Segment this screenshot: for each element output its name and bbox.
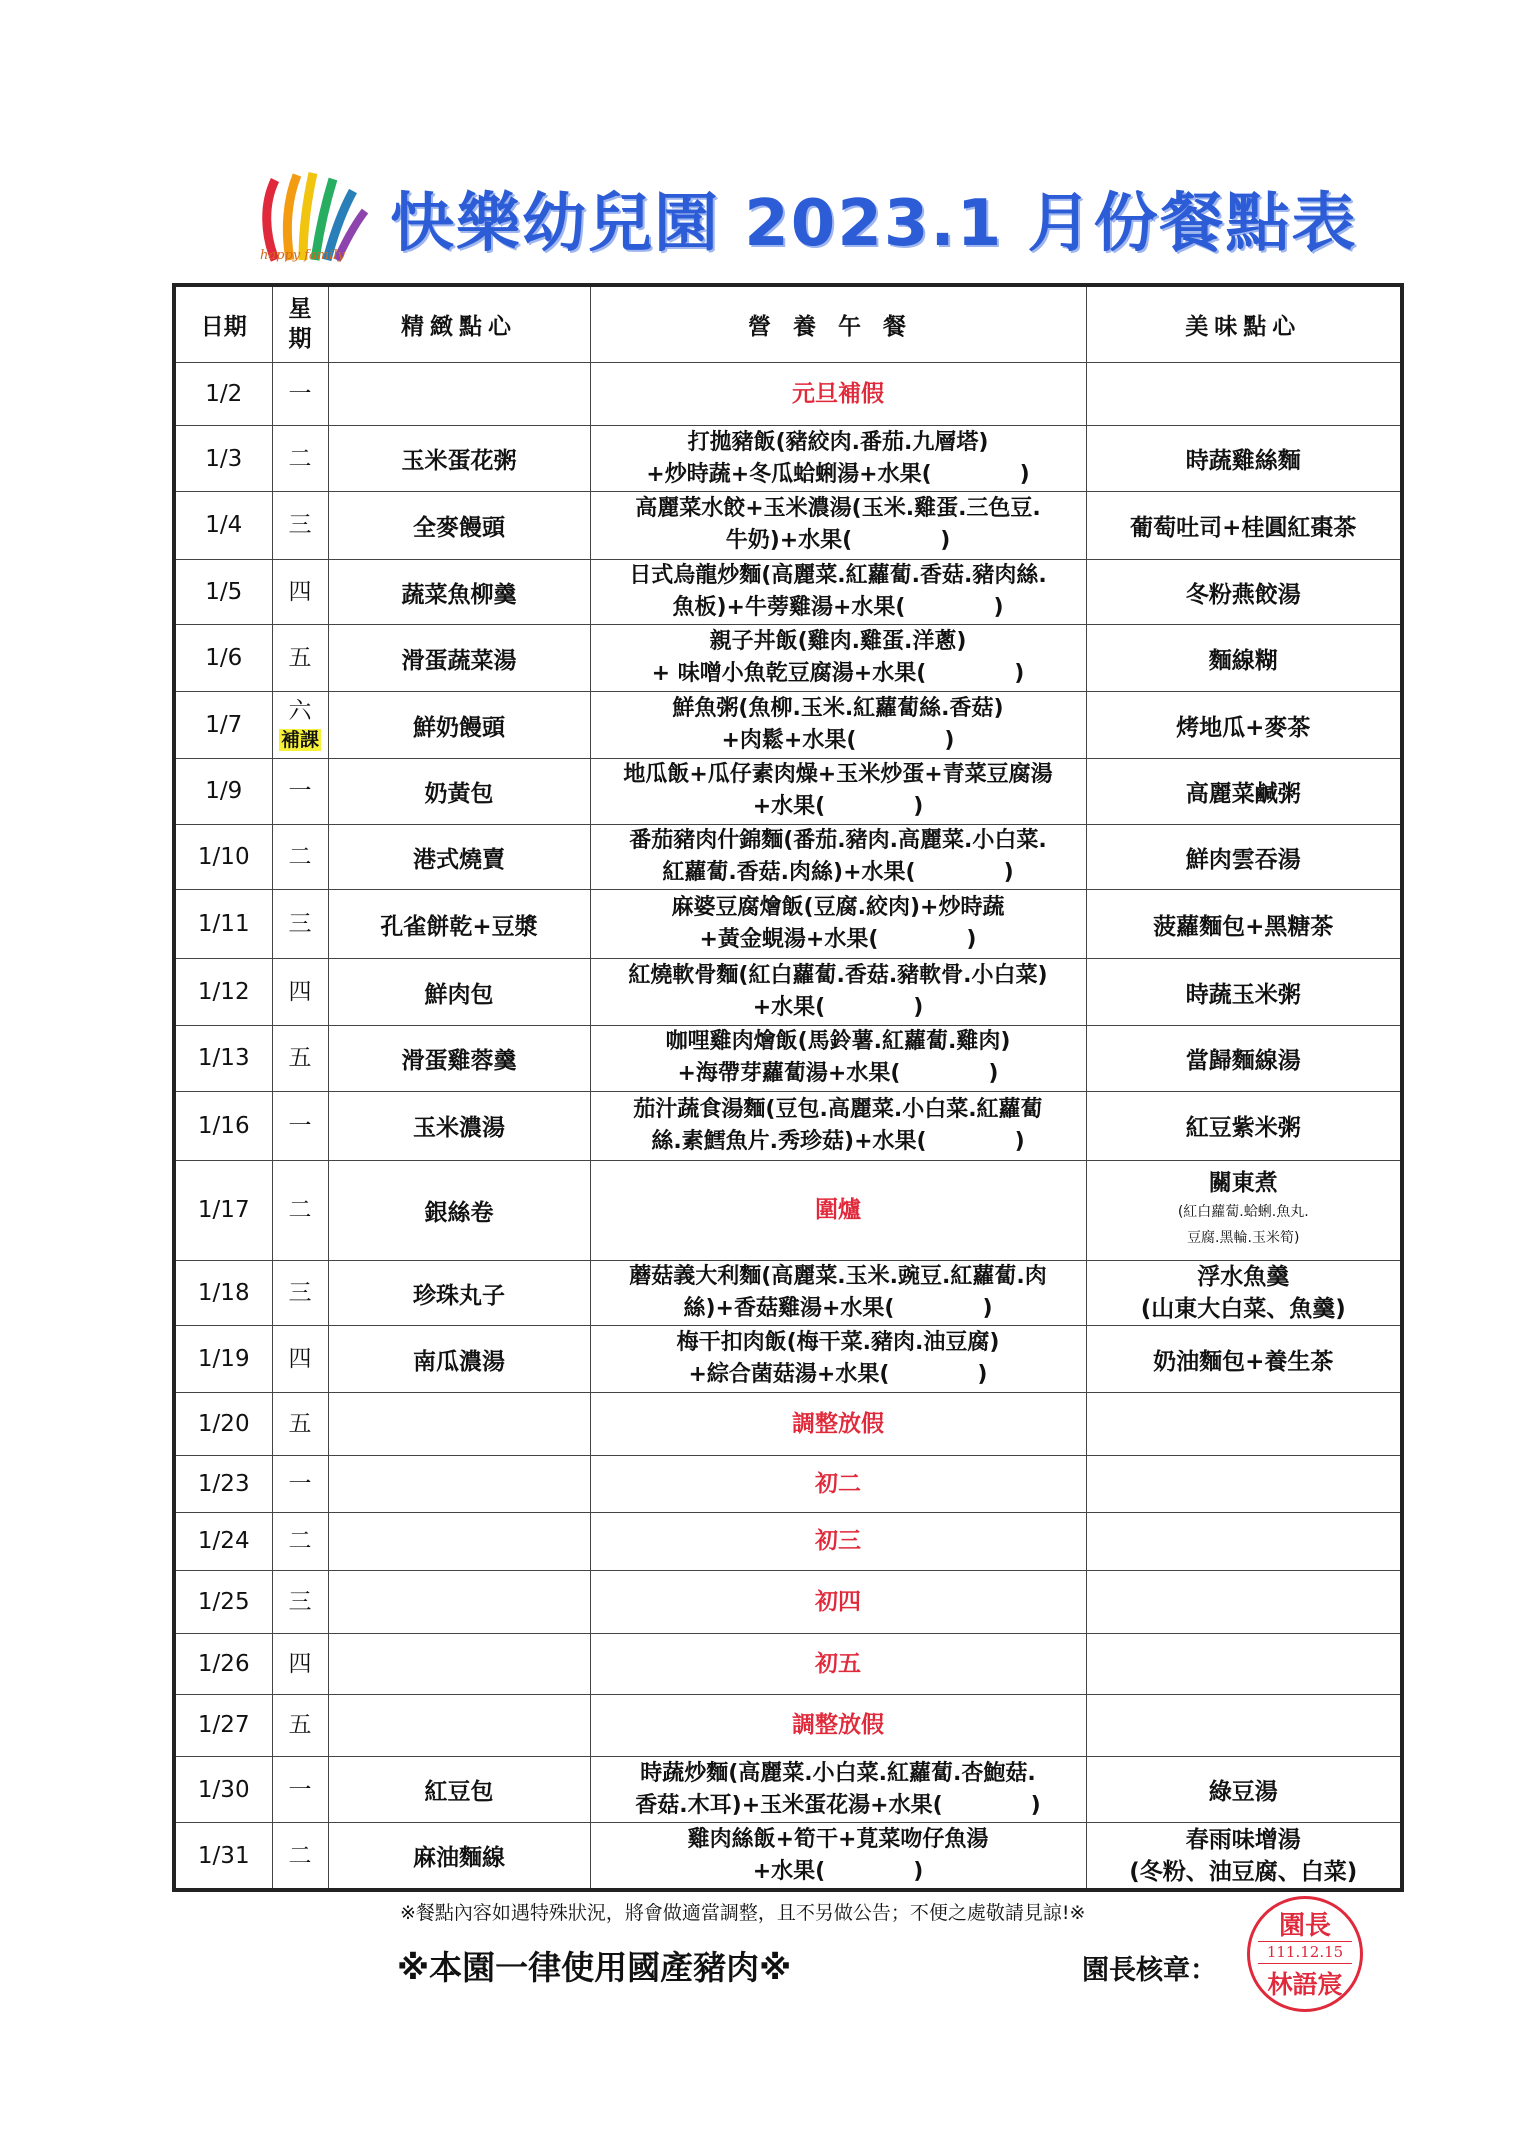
table-row bbox=[174, 758, 1402, 824]
lunch-cell: 高麗菜水餃+玉米濃湯(玉米.雞蛋.三色豆. 牛奶)+水果( ) bbox=[590, 491, 1086, 559]
snack-am-cell: 銀絲卷 bbox=[328, 1160, 590, 1260]
snack-am-cell bbox=[328, 1694, 590, 1757]
approval-label: 園長核章： bbox=[1082, 1955, 1217, 1986]
date-cell: 1/18 bbox=[174, 1260, 272, 1326]
table-row bbox=[174, 824, 1402, 890]
snack-am-cell: 玉米蛋花粥 bbox=[328, 426, 590, 492]
table-row bbox=[174, 625, 1402, 692]
weekday-cell: 二 bbox=[272, 1823, 328, 1890]
table-row bbox=[174, 1757, 1402, 1823]
table-row bbox=[174, 426, 1402, 492]
weekday-cell: 一 bbox=[272, 1757, 328, 1823]
lunch-cell: 初三 bbox=[590, 1512, 1086, 1571]
lunch-cell: 調整放假 bbox=[590, 1694, 1086, 1757]
weekday-cell: 五 bbox=[272, 1393, 328, 1456]
snack-pm-cell: 關東煮 (紅白蘿蔔.蛤蜊.魚丸. 豆腐.黑輪.玉米筍) bbox=[1086, 1160, 1402, 1260]
snack-am-cell: 蔬菜魚柳羹 bbox=[328, 559, 590, 625]
table-row bbox=[174, 559, 1402, 625]
date-cell: 1/3 bbox=[174, 426, 272, 492]
date-cell: 1/26 bbox=[174, 1633, 272, 1694]
weekday-cell: 五 bbox=[272, 1026, 328, 1092]
date-cell: 1/5 bbox=[174, 559, 272, 625]
weekday-cell: 一 bbox=[272, 1455, 328, 1512]
snack-am-cell: 麻油麵線 bbox=[328, 1823, 590, 1890]
table-row bbox=[174, 959, 1402, 1026]
snack-am-cell: 南瓜濃湯 bbox=[328, 1326, 590, 1393]
date-cell: 1/4 bbox=[174, 491, 272, 559]
snack-pm-cell: 奶油麵包+養生茶 bbox=[1086, 1326, 1402, 1393]
snack-pm-cell: 麵線糊 bbox=[1086, 625, 1402, 692]
weekday-cell: 一 bbox=[272, 1091, 328, 1160]
lunch-cell: 圍爐 bbox=[590, 1160, 1086, 1260]
snack-am-cell: 奶黃包 bbox=[328, 758, 590, 824]
date-cell: 1/11 bbox=[174, 890, 272, 959]
date-cell: 1/19 bbox=[174, 1326, 272, 1393]
lunch-cell: 初四 bbox=[590, 1571, 1086, 1634]
date-cell: 1/31 bbox=[174, 1823, 272, 1890]
header-snack-pm: 美味點心 bbox=[1086, 285, 1402, 362]
footer-rule: ※本園一律使用國產豬肉※ bbox=[397, 1948, 792, 1987]
lunch-cell: 番茄豬肉什錦麵(番茄.豬肉.高麗菜.小白菜. 紅蘿蔔.香菇.肉絲)+水果( ) bbox=[590, 824, 1086, 890]
table-row bbox=[174, 1694, 1402, 1757]
lunch-cell: 蘑菇義大利麵(高麗菜.玉米.豌豆.紅蘿蔔.肉 絲)+香菇雞湯+水果( ) bbox=[590, 1260, 1086, 1326]
table-row bbox=[174, 1823, 1402, 1890]
lunch-cell: 紅燒軟骨麵(紅白蘿蔔.香菇.豬軟骨.小白菜) +水果( ) bbox=[590, 959, 1086, 1026]
weekday-cell: 五 bbox=[272, 1694, 328, 1757]
lunch-cell: 梅干扣肉飯(梅干菜.豬肉.油豆腐) +綜合菌菇湯+水果( ) bbox=[590, 1326, 1086, 1393]
table-header-row bbox=[174, 285, 1402, 362]
weekday-cell: 二 bbox=[272, 824, 328, 890]
date-cell: 1/20 bbox=[174, 1393, 272, 1456]
date-cell: 1/6 bbox=[174, 625, 272, 692]
header-date: 日期 bbox=[174, 285, 272, 362]
weekday-cell: 四 bbox=[272, 559, 328, 625]
snack-pm-cell: 葡萄吐司+桂圓紅棗茶 bbox=[1086, 491, 1402, 559]
lunch-cell: 地瓜飯+瓜仔素肉燥+玉米炒蛋+青菜豆腐湯 +水果( ) bbox=[590, 758, 1086, 824]
date-cell: 1/24 bbox=[174, 1512, 272, 1571]
table-row bbox=[174, 692, 1402, 759]
weekday-cell: 一 bbox=[272, 362, 328, 426]
date-cell: 1/10 bbox=[174, 824, 272, 890]
table-row bbox=[174, 1260, 1402, 1326]
page-title: 快樂幼兒園 2023.1 月份餐點表 bbox=[390, 187, 1358, 261]
table-row bbox=[174, 1326, 1402, 1393]
snack-pm-cell bbox=[1086, 1393, 1402, 1456]
seal-date: 111.12.15 bbox=[1266, 1943, 1344, 1961]
weekday-cell: 三 bbox=[272, 1571, 328, 1634]
lunch-cell: 初二 bbox=[590, 1455, 1086, 1512]
weekday-cell: 五 bbox=[272, 625, 328, 692]
header-snack-am: 精緻點心 bbox=[328, 285, 590, 362]
snack-pm-cell: 當歸麵線湯 bbox=[1086, 1026, 1402, 1092]
date-cell: 1/27 bbox=[174, 1694, 272, 1757]
snack-pm-cell bbox=[1086, 1571, 1402, 1634]
snack-pm-cell bbox=[1086, 362, 1402, 426]
snack-am-cell: 滑蛋雞蓉羹 bbox=[328, 1026, 590, 1092]
seal-title: 園長 bbox=[1278, 1911, 1331, 1941]
page-header bbox=[230, 160, 1358, 270]
snack-am-cell: 孔雀餅乾+豆漿 bbox=[328, 890, 590, 959]
table-row bbox=[174, 1026, 1402, 1092]
weekday-cell: 二 bbox=[272, 1512, 328, 1571]
date-cell: 1/30 bbox=[174, 1757, 272, 1823]
weekday-cell: 二 bbox=[272, 426, 328, 492]
lunch-cell: 麻婆豆腐燴飯(豆腐.絞肉)+炒時蔬 +黃金蜆湯+水果( ) bbox=[590, 890, 1086, 959]
lunch-cell: 鮮魚粥(魚柳.玉米.紅蘿蔔絲.香菇) +肉鬆+水果( ) bbox=[590, 692, 1086, 759]
snack-pm-cell: 時蔬雞絲麵 bbox=[1086, 426, 1402, 492]
date-cell: 1/23 bbox=[174, 1455, 272, 1512]
date-cell: 1/2 bbox=[174, 362, 272, 426]
lunch-cell: 調整放假 bbox=[590, 1393, 1086, 1456]
snack-pm-cell: 綠豆湯 bbox=[1086, 1757, 1402, 1823]
snack-am-cell bbox=[328, 1571, 590, 1634]
snack-pm-cell: 冬粉燕餃湯 bbox=[1086, 559, 1402, 625]
table-row bbox=[174, 1512, 1402, 1571]
snack-pm-cell: 浮水魚羹 (山東大白菜、魚羹) bbox=[1086, 1260, 1402, 1326]
snack-am-cell: 鮮肉包 bbox=[328, 959, 590, 1026]
table-row bbox=[174, 890, 1402, 959]
snack-pm-cell: 菠蘿麵包+黑糖茶 bbox=[1086, 890, 1402, 959]
weekday-cell: 四 bbox=[272, 1633, 328, 1694]
lunch-cell: 日式烏龍炒麵(高麗菜.紅蘿蔔.香菇.豬肉絲. 魚板)+牛蒡雞湯+水果( ) bbox=[590, 559, 1086, 625]
header-lunch: 營養午餐 bbox=[590, 285, 1086, 362]
table-row bbox=[174, 1633, 1402, 1694]
makeup-class-badge: 補課 bbox=[280, 728, 319, 751]
weekday-cell: 四 bbox=[272, 1326, 328, 1393]
weekday-cell: 三 bbox=[272, 890, 328, 959]
table-row bbox=[174, 1571, 1402, 1634]
snack-pm-cell: 時蔬玉米粥 bbox=[1086, 959, 1402, 1026]
date-cell: 1/9 bbox=[174, 758, 272, 824]
snack-am-cell: 鮮奶饅頭 bbox=[328, 692, 590, 759]
snack-am-cell: 紅豆包 bbox=[328, 1757, 590, 1823]
date-cell: 1/7 bbox=[174, 692, 272, 759]
weekday-cell: 六 補課 bbox=[272, 692, 328, 759]
table-row bbox=[174, 362, 1402, 426]
snack-pm-cell: 高麗菜鹹粥 bbox=[1086, 758, 1402, 824]
weekday-cell: 三 bbox=[272, 1260, 328, 1326]
meal-table bbox=[172, 283, 1404, 1892]
snack-pm-cell: 烤地瓜+麥茶 bbox=[1086, 692, 1402, 759]
lunch-cell: 雞肉絲飯+筍干+莧菜吻仔魚湯 +水果( ) bbox=[590, 1823, 1086, 1890]
logo-text: happy family bbox=[260, 248, 345, 263]
snack-am-cell bbox=[328, 1455, 590, 1512]
snack-pm-cell bbox=[1086, 1455, 1402, 1512]
lunch-cell: 初五 bbox=[590, 1633, 1086, 1694]
snack-am-cell bbox=[328, 1633, 590, 1694]
table-row bbox=[174, 1455, 1402, 1512]
lunch-cell: 茄汁蔬食湯麵(豆包.高麗菜.小白菜.紅蘿蔔 絲.素鱈魚片.秀珍菇)+水果( ) bbox=[590, 1091, 1086, 1160]
director-seal bbox=[1247, 1896, 1363, 2012]
date-cell: 1/12 bbox=[174, 959, 272, 1026]
date-cell: 1/16 bbox=[174, 1091, 272, 1160]
table-row bbox=[174, 491, 1402, 559]
snack-pm-cell: 紅豆紫米粥 bbox=[1086, 1091, 1402, 1160]
date-cell: 1/13 bbox=[174, 1026, 272, 1092]
weekday-cell: 二 bbox=[272, 1160, 328, 1260]
weekday-cell: 三 bbox=[272, 491, 328, 559]
date-cell: 1/25 bbox=[174, 1571, 272, 1634]
lunch-cell: 親子丼飯(雞肉.雞蛋.洋蔥) + 味噌小魚乾豆腐湯+水果( ) bbox=[590, 625, 1086, 692]
snack-am-cell: 珍珠丸子 bbox=[328, 1260, 590, 1326]
snack-pm-cell: 春雨味增湯 (冬粉、油豆腐、白菜) bbox=[1086, 1823, 1402, 1890]
footer-note: ※餐點內容如遇特殊狀況，將會做適當調整，且不另做公告；不便之處敬請見諒!※ bbox=[400, 1902, 1086, 1924]
snack-am-cell bbox=[328, 1512, 590, 1571]
snack-pm-cell bbox=[1086, 1694, 1402, 1757]
weekday-cell: 一 bbox=[272, 758, 328, 824]
lunch-cell: 時蔬炒麵(高麗菜.小白菜.紅蘿蔔.杏鮑菇. 香菇.木耳)+玉米蛋花湯+水果( ) bbox=[590, 1757, 1086, 1823]
snack-pm-cell: 鮮肉雲吞湯 bbox=[1086, 824, 1402, 890]
snack-am-cell bbox=[328, 362, 590, 426]
seal-name: 林語宸 bbox=[1267, 1970, 1343, 1999]
snack-am-cell: 港式燒賣 bbox=[328, 824, 590, 890]
date-cell: 1/17 bbox=[174, 1160, 272, 1260]
table-row bbox=[174, 1160, 1402, 1260]
snack-am-cell bbox=[328, 1393, 590, 1456]
snack-am-cell: 滑蛋蔬菜湯 bbox=[328, 625, 590, 692]
table-row bbox=[174, 1393, 1402, 1456]
lunch-cell: 打拋豬飯(豬絞肉.番茄.九層塔) +炒時蔬+冬瓜蛤蜊湯+水果( ) bbox=[590, 426, 1086, 492]
snack-am-cell: 全麥饅頭 bbox=[328, 491, 590, 559]
weekday-cell: 四 bbox=[272, 959, 328, 1026]
table-row bbox=[174, 1091, 1402, 1160]
lunch-cell: 咖哩雞肉燴飯(馬鈴薯.紅蘿蔔.雞肉) +海帶芽蘿蔔湯+水果( ) bbox=[590, 1026, 1086, 1092]
snack-pm-cell bbox=[1086, 1512, 1402, 1571]
snack-am-cell: 玉米濃湯 bbox=[328, 1091, 590, 1160]
header-weekday: 星 期 bbox=[272, 285, 328, 362]
lunch-cell: 元旦補假 bbox=[590, 362, 1086, 426]
snack-pm-cell bbox=[1086, 1633, 1402, 1694]
